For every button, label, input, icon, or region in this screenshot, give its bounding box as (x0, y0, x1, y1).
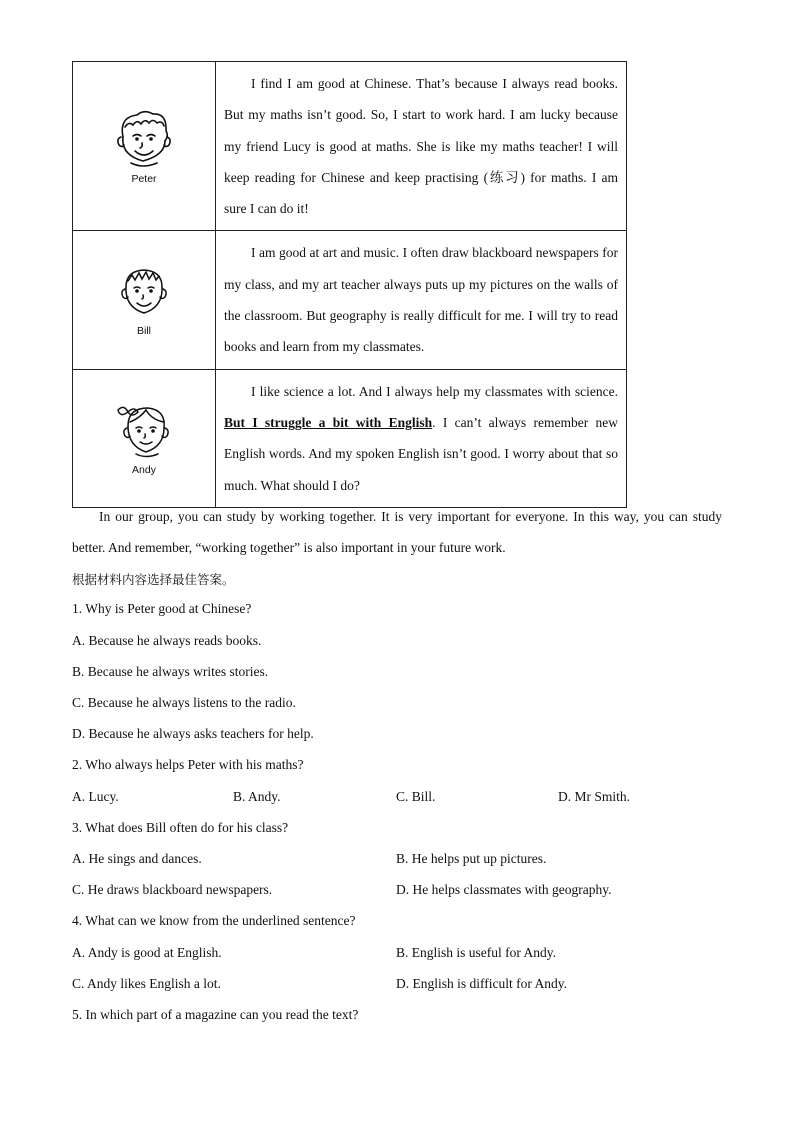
student-name: Bill (136, 325, 151, 338)
question-3-option-d: D. He helps classmates with geography. (396, 882, 612, 897)
question-4-stem: 4. What can we know from the underlined sentence? (72, 913, 356, 928)
closing-paragraph (72, 501, 722, 563)
student-profiles-table (72, 61, 627, 508)
question-2-option-d: D. Mr Smith. (558, 789, 631, 804)
question-2-option-a: A. Lucy. (72, 789, 119, 804)
question-3-option-c: C. He draws blackboard newspapers. (72, 882, 273, 897)
question-4-option-d: D. English is difficult for Andy. (396, 976, 567, 991)
profile-text-after: . I can’t always remember new English words. And my spoken English isn’t good. I worry about that so much. What should I do? (224, 414, 618, 493)
question-1-stem: 1. Why is Peter good at Chinese? (72, 601, 252, 616)
question-2-option-b: B. Andy. (233, 789, 281, 804)
question-1-option-b: B. Because he always writes stories. (72, 664, 269, 679)
question-3-option-b: B. He helps put up pictures. (396, 851, 547, 866)
closing-paragraph-text: In our group, you can study by working together. It is very important for everyone. In this way, you can study better. And remember, “working together” is also important in your future work. (72, 509, 722, 555)
profile-picture-cell (73, 231, 216, 369)
underlined-sentence: But I struggle a bit with English (224, 414, 433, 430)
profile-text-bill (216, 231, 627, 369)
instruction: 根据材料内容选择最佳答案。 (72, 572, 235, 587)
profile-text-peter (216, 62, 627, 231)
boy-spiky-hair-face-icon (114, 263, 174, 321)
profile-picture-cell (73, 62, 216, 231)
student-name: Peter (131, 173, 157, 186)
student-name: Andy (132, 464, 156, 477)
question-4-option-b: B. English is useful for Andy. (396, 945, 556, 960)
boy-curly-hair-face-icon (109, 107, 179, 169)
question-3-stem: 3. What does Bill often do for his class? (72, 820, 289, 835)
question-1-option-a: A. Because he always reads books. (72, 633, 262, 648)
profile-text-andy (216, 369, 627, 507)
profile-row-peter (73, 62, 627, 231)
question-4-option-a: A. Andy is good at English. (72, 945, 222, 960)
profile-text: I am good at art and music. I often draw blackboard newspapers for my class, and my art teacher always puts up my pictures on the walls of the classroom. But geography is really difficult for me. I will try to read books and learn from my classmates. (224, 245, 618, 355)
question-2-stem: 2. Who always helps Peter with his maths? (72, 757, 304, 772)
question-4-option-c: C. Andy likes English a lot. (72, 976, 221, 991)
question-3-option-a: A. He sings and dances. (72, 851, 202, 866)
profile-row-bill (73, 231, 627, 369)
question-1-option-d: D. Because he always asks teachers for help. (72, 726, 314, 741)
profile-picture-cell (73, 369, 216, 507)
question-1-option-c: C. Because he always listens to the radio. (72, 695, 296, 710)
profile-text: I find I am good at Chinese. That’s because I always read books. But my maths isn’t good. So, I start to work hard. I am lucky because my friend Lucy is good at maths. She is like my maths teacher! I will keep reading for Chinese and keep practising (练习) for maths. I am sure I can do it! (224, 76, 618, 217)
question-2-option-c: C. Bill. (396, 789, 436, 804)
girl-hair-bow-face-icon (112, 400, 176, 460)
profile-text-before: I like science a lot. And I always help my classmates with science. (251, 383, 618, 399)
profile-row-andy (73, 369, 627, 507)
question-5-stem: 5. In which part of a magazine can you read the text? (72, 1007, 359, 1022)
